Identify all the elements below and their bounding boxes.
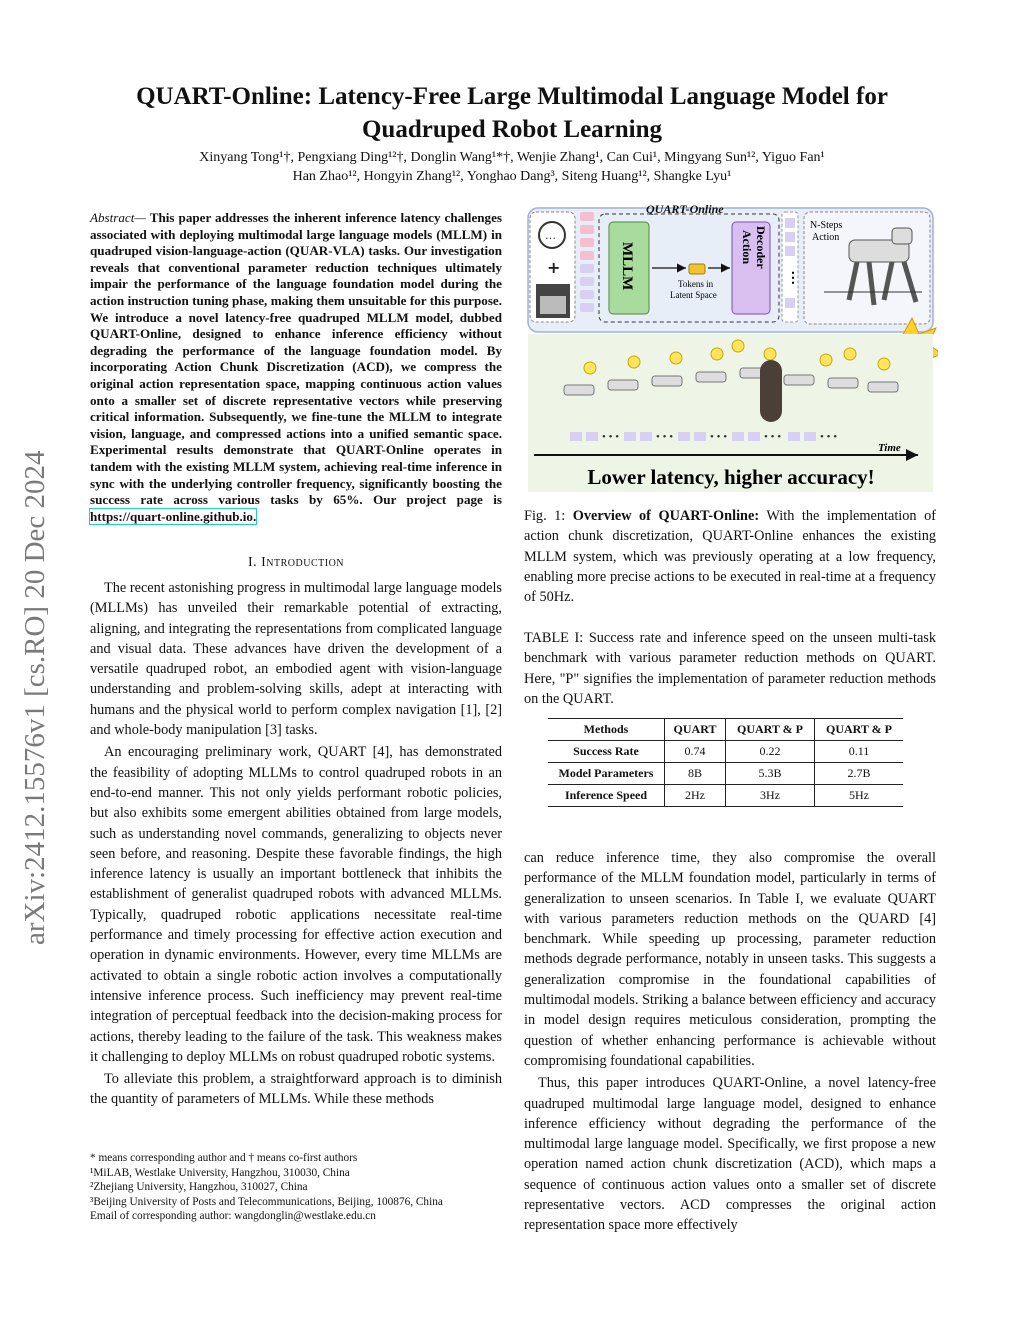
footnote-4: ³Beijing University of Posts and Telecommunications, Beijing, 100876, China — [90, 1195, 443, 1208]
table-cell: 0.22 — [726, 741, 815, 763]
table-cell: 0.11 — [815, 741, 904, 763]
footnote-2: ¹MiLAB, Westlake University, Hangzhou, 310030, China — [90, 1166, 350, 1179]
table-cell: Model Parameters — [548, 763, 665, 785]
intro-left-column — [90, 578, 502, 1110]
tokens-label: Tokens in Latent Space — [670, 279, 717, 300]
abstract-body: This paper addresses the inherent inference latency challenges associated with deploying multimodal large language models (MLLM) in quadruped vision-language-action (QUAR-VLA) tasks. Our investigation reveals that conventional parameter reduction techniques ultimately impair the performance of the language foundation model during the action instruction tuning phase, making them unsuitable for this purpose. We introduce a novel latency-free quadruped MLLM model, dubbed QUART-Online, designed to enhance inference efficiency without degrading the performance of the language foundation model. By incorporating Action Chunk Discretization (ACD), we compress the original action representation space, mapping continuous action values onto a smaller set of discrete representative vectors while preserving critical information. Subsequently, we fine-tune the MLLM to integrate vision, language, and compressed actions into a unified semantic space. Experimental results demonstrate that QUART-Online operates in tandem with the existing MLLM system, achieving real-time inference in sync with the underlying controller frequency, significantly boosting the success rate across various tasks by 65%. Our project page is — [90, 210, 502, 508]
latent-token — [689, 264, 705, 274]
obstacle-pillar — [760, 360, 782, 422]
time-label: Time — [878, 442, 901, 454]
author-list — [90, 148, 934, 186]
svg-text:• • •: • • • — [764, 431, 782, 443]
table-row — [548, 763, 903, 785]
title-line-1: QUART-Online: Latency-Free Large Multimodal Language Model for — [136, 83, 888, 110]
table-cell: 5Hz — [815, 785, 904, 807]
caption-bold: Overview of QUART-Online: — [572, 508, 760, 524]
results-table — [548, 718, 903, 807]
abstract-lead: Abstract— — [90, 210, 147, 225]
paper-title — [90, 80, 934, 146]
output-tokens — [782, 212, 800, 322]
intro-paragraph-3: To alleviate this problem, a straightforward approach is to diminish the quantity of parameters of MLLMs. While these methods — [90, 1071, 502, 1108]
svg-text:Decoder: Decoder — [754, 226, 768, 269]
abstract — [90, 210, 502, 525]
table-cell: 2Hz — [665, 785, 726, 807]
figure-header: QUART-Online — [646, 202, 724, 216]
table-cell: 2.7B — [815, 763, 904, 785]
intro-right-column — [524, 848, 936, 1236]
authors-line-2: Han Zhao¹², Hongyin Zhang¹², Yonghao Dang³, Siteng Huang¹², Shangke Lyu¹ — [292, 169, 732, 184]
table-cell: 3Hz — [726, 785, 815, 807]
svg-text:Action: Action — [740, 230, 754, 264]
table-header-cell: QUART & P — [815, 719, 904, 741]
table-row — [548, 741, 903, 763]
svg-text:N-Steps: N-Steps — [810, 220, 843, 231]
figure-slogan: Lower latency, higher accuracy! — [587, 465, 875, 489]
table-header-cell: QUART & P — [726, 719, 815, 741]
table-row — [548, 785, 903, 807]
figure-1-overview — [524, 200, 938, 496]
intro-paragraph-1: The recent astonishing progress in multimodal large language models (MLLMs) has unveiled their remarkable potential of extracting, aligning, and integrating the representations from complicated language and visual data. These advances have driven the development of a versatile quadruped robot, an embodied agent with vision-language understanding and problem-solving skills, adept at interacting with humans and the physical world to perform complex navigation [1], [2] and whole-body manipulation [3] tasks. — [90, 580, 502, 739]
right-paragraph-2: Thus, this paper introduces QUART-Online, a novel latency-free quadruped multimodal large language model, designed to enhance inference efficiency without degrading the performance of the multimodal large language model. Specifically, we first propose a new operation named action chunk discretization (ACD), which maps a sequence of continuous action values onto a smaller set of discrete representative vectors. ACD compresses the original action representation space more effectively — [524, 1075, 936, 1234]
table-header-row — [548, 719, 903, 741]
section-heading-introduction: I. Introduction — [247, 555, 345, 570]
table-cell: Inference Speed — [548, 785, 665, 807]
table-cell: 5.3B — [726, 763, 815, 785]
arxiv-id: arXiv:2412.15576v1 [cs.RO] 20 Dec 2024 — [19, 450, 51, 945]
footnote-5: Email of corresponding author: wangdonglin@westlake.edu.cn — [90, 1210, 376, 1222]
svg-text:• • •: • • • — [656, 431, 674, 443]
svg-text:• • •: • • • — [602, 431, 620, 443]
svg-text:⋮: ⋮ — [786, 271, 800, 286]
table-cell: 8B — [665, 763, 726, 785]
svg-text:• • •: • • • — [710, 431, 728, 443]
table-cell: 0.74 — [665, 741, 726, 763]
right-paragraph-1: can reduce inference time, they also compromise the overall performance of the MLLM foundation model, particularly in terms of generalization to unseen scenarios. In Table I, we evaluate QUART with various parameters reduction methods on the QUARD [4] benchmark. While speeding up processing, parameter reduction methods degrade performance, notably in unseen tasks. This suggests a generalization compromise in the foundational capabilities of multimodal models. Striking a balance between efficiency and accuracy in model design requires meticulous consideration, prompting the question of whether enhancing performance is achievable without compromising foundational capabilities. — [524, 850, 936, 1069]
project-page-link[interactable]: https://quart-online.github.io. — [90, 508, 257, 524]
footnotes — [90, 1150, 502, 1224]
table-1-caption: TABLE I: Success rate and inference speed on the unseen multi-task benchmark with various parameter reduction methods on QUART. Here, "P" signifies the implementation of parameter reduction methods on the QUART. — [524, 630, 936, 707]
title-line-2: Quadruped Robot Learning — [361, 116, 663, 143]
footnote-3: ²Zhejiang University, Hangzhou, 310027, China — [90, 1181, 308, 1193]
mllm-label: MLLM — [619, 242, 635, 291]
arxiv-stamp — [4, 0, 54, 1325]
plus-icon: + — [547, 258, 561, 277]
svg-text:• • •: • • • — [820, 431, 838, 443]
caption-rest: With the implementation of action chunk discretization, QUART-Online enhances the existing MLLM system, which was previously operating at a low frequency, enabling more precise actions to be executed in real-time at a frequency of 50Hz. — [524, 508, 936, 606]
intro-paragraph-2: An encouraging preliminary work, QUART [4], has demonstrated the feasibility of adopting MLLMs to control quadruped robots in an end-to-end manner. This not only yields performant robotic policies, but also exhibits some emergent abilities obtained from large models, such as understanding novel commands, generalizing to objects never seen before, and reasoning. Despite these favorable findings, the high inference latency is usually an important bottleneck that inhibits the establishment of generalist quadruped robots with advanced MLLMs. Typically, quadruped robotic applications necessitate real-time performance and timely processing for effective action execution and operation in dynamic environments. However, every time MLLMs are activated to obtain a single robotic action involves a computationally intensive inference process. Such inefficiency may prevent real-time integration of perceptual feedback into the decision-making process for actions, thereby leading to the failure of the task. This weakness makes it challenging to deploy MLLMs on robust quadruped robotic systems. — [90, 744, 502, 1065]
svg-text:…: … — [545, 229, 556, 242]
table-header-cell: QUART — [665, 719, 726, 741]
svg-text:Action: Action — [812, 232, 840, 243]
authors-line-1: Xinyang Tong¹†, Pengxiang Ding¹²†, Donglin Wang¹*†, Wenjie Zhang¹, Can Cui¹, Mingyang Sun¹², Yiguo Fan¹ — [199, 150, 825, 165]
figure-1-caption — [524, 506, 936, 607]
footnote-1: * means corresponding author and † means co-first authors — [90, 1152, 358, 1164]
table-cell: Success Rate — [548, 741, 665, 763]
table-header-cell: Methods — [548, 719, 665, 741]
caption-prefix: Fig. 1: — [524, 508, 573, 524]
